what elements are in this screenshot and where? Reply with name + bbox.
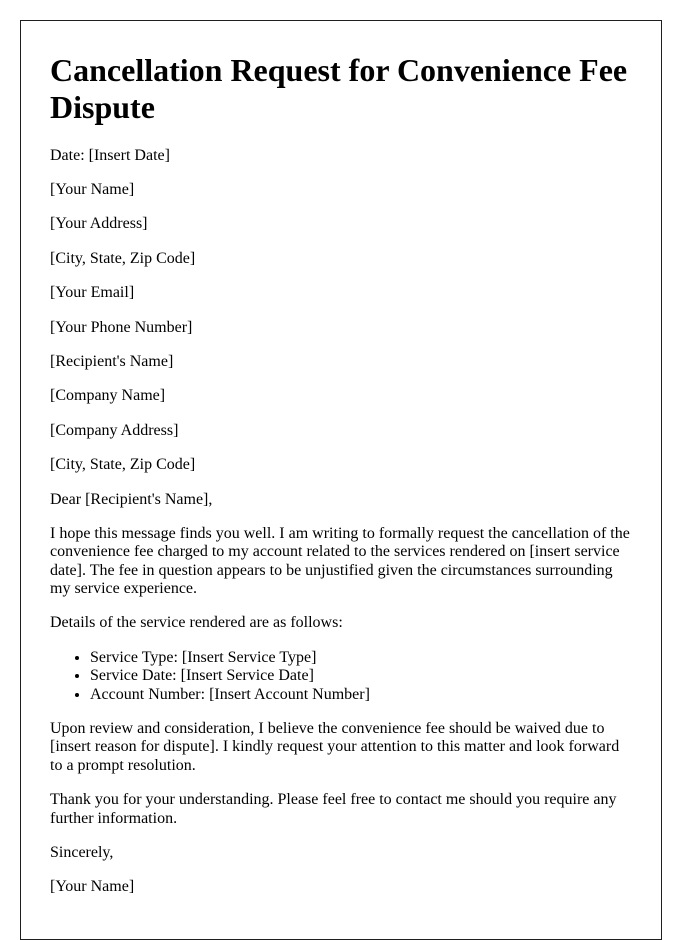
sender-name-line: [Your Name] bbox=[50, 180, 135, 198]
date-line: Date: [Insert Date] bbox=[50, 146, 170, 164]
sender-address-line: [Your Address] bbox=[50, 215, 148, 233]
sender-email-line: [Your Email] bbox=[50, 284, 135, 302]
body-paragraph-1: I hope this message finds you well. I am writing to formally request the cancellation of the convenience fee charged to my account related to the services rendered on [insert service date]. The fee in question appears to be unjustified given the circumstances surrounding my service experience. bbox=[50, 524, 630, 598]
sender-city-state-zip-line: [City, State, Zip Code] bbox=[50, 249, 196, 267]
company-city-state-zip-line: [City, State, Zip Code] bbox=[50, 456, 196, 474]
company-name-line: [Company Name] bbox=[50, 387, 166, 405]
details-intro: Details of the service rendered are as follows: bbox=[50, 614, 343, 632]
sender-phone-line: [Your Phone Number] bbox=[50, 318, 193, 336]
body-paragraph-2: Upon review and consideration, I believe the convenience fee should be waived due to [insert reason for dispute]. I kindly request your attention to this matter and look forward to a prompt resolution. bbox=[50, 720, 620, 774]
company-address-line: [Company Address] bbox=[50, 421, 179, 439]
account-number-item: • Account Number: [Insert Account Number] bbox=[90, 686, 632, 704]
signature-line: [Your Name] bbox=[50, 878, 135, 896]
service-date-item: • Service Date: [Insert Service Date] bbox=[90, 667, 632, 685]
body-paragraph-3: Thank you for your understanding. Please feel free to contact me should you require any further information. bbox=[50, 791, 617, 827]
letter-document bbox=[20, 20, 662, 940]
recipient-name-line: [Recipient's Name] bbox=[50, 352, 174, 370]
closing: Sincerely, bbox=[50, 843, 114, 861]
letter-title-line-2: Dispute bbox=[50, 88, 155, 125]
service-type-item: • Service Type: [Insert Service Type] bbox=[90, 649, 632, 667]
salutation: Dear [Recipient's Name], bbox=[50, 490, 213, 508]
letter-title-line-1: Cancellation Request for Convenience Fee bbox=[50, 52, 628, 88]
service-details-list bbox=[50, 649, 632, 704]
letter-title bbox=[50, 52, 632, 126]
